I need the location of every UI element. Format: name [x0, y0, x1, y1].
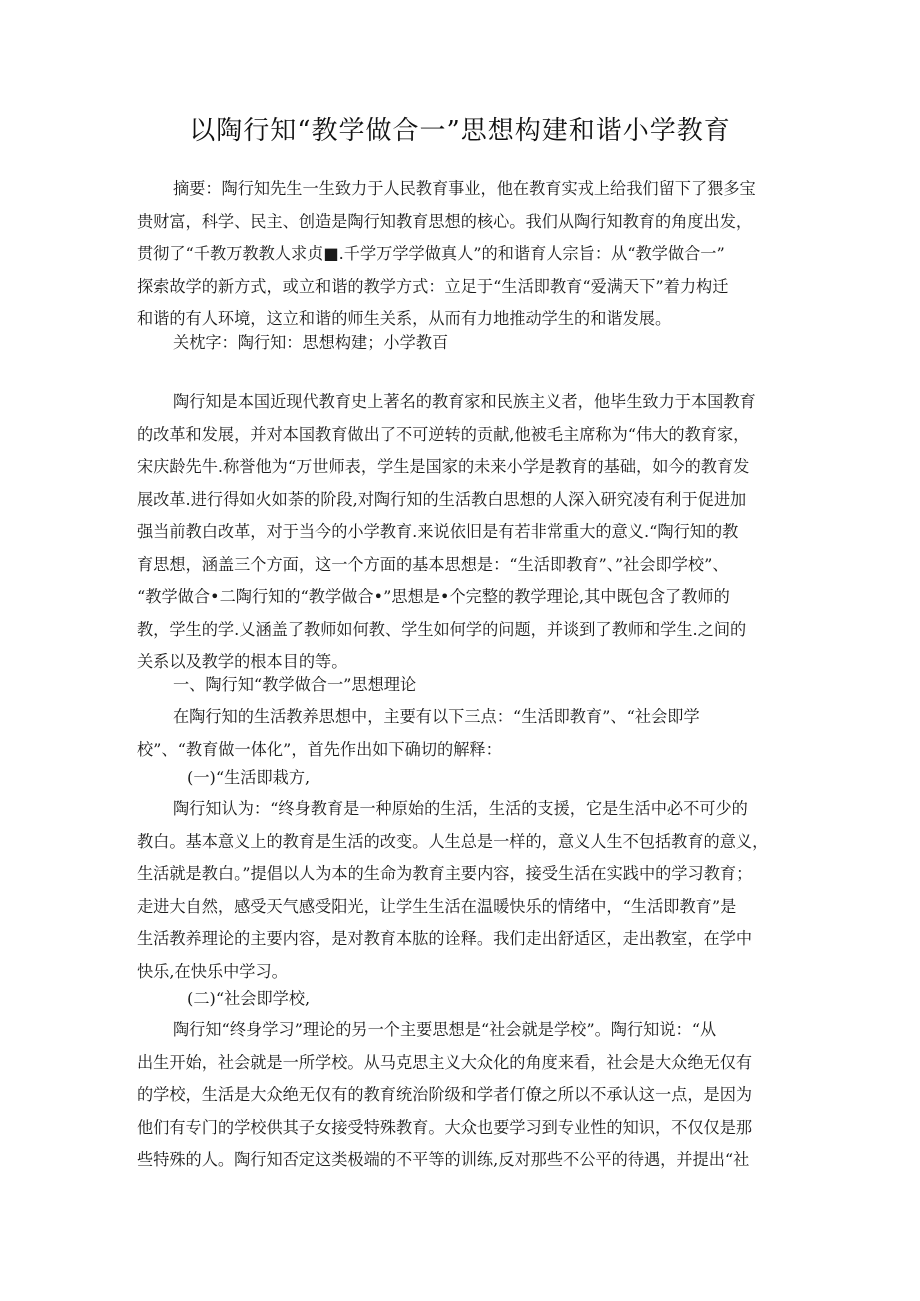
sub2-line: 他们有专门的学校供其子女接受特殊教育。大众也要学习到专业性的知识，不仅仅是那 [137, 1117, 753, 1137]
intro-line: 强当前教白改革，对于当今的小学教育.来说依旧是有若非常重大的意义.“陶行知的教 [137, 522, 739, 541]
abstract-paragraph [137, 173, 787, 336]
sub1-line: 陶行知认为：“终身教育是一种原始的生活，生活的支援，它是生活中必不可少的 [173, 799, 748, 818]
sub1-line: 快乐,在快乐中学习。 [137, 961, 288, 981]
keywords-paragraph [137, 327, 787, 360]
sub1-line: 走进大自然，感受天气感受阳光，让学生生活在温暖快乐的情绪中，“生活即教育”是 [137, 896, 737, 916]
sub1-line: 生活教养理论的主要内容，是对教育本肱的诠释。我们走出舒适区，走出教室，在学中 [137, 929, 753, 948]
intro-line: 陶行知是本国近现代教育史上著名的教育家和民族主义者，他毕生致力于本国教育 [173, 392, 756, 411]
sub1-line: 教白。基本意义上的教育是生活的改变。人生总是一样的，意义人生不包括教育的意义， [137, 831, 769, 851]
intro-line: “教学做合•二陶行知的“教学做合•”思想是•个完整的教学理论,其中既包含了教师的 [137, 587, 730, 606]
section-1-intro [137, 701, 787, 766]
section-heading [137, 669, 787, 702]
intro-line: 展改革.进行得如火如荼的阶段,对陶行知的生活教白思想的人深入研究凌有利于促进加 [137, 489, 747, 509]
intro-line: 育思想，涵盖三个方面，这一个方面的基本思想是：“生活即教育”、”社会即学校”、 [137, 554, 729, 574]
abstract-line: 摘要：陶行知先生一生致力于人民教育事业，他在教育实戎上给我们留下了猥多宝 [173, 179, 756, 198]
intro-line: 宋庆龄先牛.称誉他为“万世师表，学生是国家的未来小学是教育的基础，如今的教育发 [137, 457, 750, 476]
subsection-2-heading [137, 983, 787, 1016]
intro-paragraph [137, 386, 787, 679]
intro-line: 教，学生的学.乂涵盖了教师如何教、学生如何学的问题，并谈到了教师和学生.之间的 [137, 619, 747, 639]
sub1-heading: (一)“生活即栽方, [187, 768, 311, 787]
section-1-line: 校”、“教育做一体化”，首先作出如下确切的解释： [137, 739, 502, 759]
abstract-line: 和谐的有人环境，这立和谐的师生关系，从而有力地推动学生的和谐发展。 [137, 309, 672, 328]
keywords-line: 关枕字：陶行知：思想构建；小学教百 [173, 333, 449, 352]
intro-line: 关系以及教学的根本目的等。 [137, 652, 348, 671]
document-title: 以陶行知“教学做合一”思想构建和谐小学教育 [189, 116, 731, 146]
sub2-heading: (二)“社会即学校, [187, 989, 311, 1008]
sub1-line: 生活就是教白。”提倡以人为本的生命为教育主要内容，接受生活在实践中的学习教育； [137, 864, 753, 883]
sub2-line: 陶行知“终身学习”理论的另一个主要思想是“社会就是学校”。陶行知说：“从 [173, 1020, 717, 1039]
abstract-line: 探索故学的新方式，或立和谐的教学方式：立足于“生活即教育“爱满天下”着力构迁 [137, 276, 729, 296]
sub2-line: 出生开始，社会就是一所学校。从马克思主义大众化的角度来看，社会是大众绝无仅有 [137, 1052, 753, 1072]
abstract-line: 贵财富，科学、民主、创造是陶行知教育思想的核心。我们从陶行知教育的角度出发， [137, 211, 753, 231]
sub2-line: 的学校，生活是大众绝无仅有的教育统治阶级和学者仃僚之所以不承认这一点，是因为 [137, 1085, 753, 1104]
subsection-1-heading [137, 762, 787, 795]
intro-line: 的改革和发展，并对本国教育做出了不可逆转的贡献,他被毛主席称为“伟大的教育家， [137, 424, 750, 444]
abstract-line: 贯彻了“千教万教教人求贞■.千学万学学做真人”的和谐育人宗旨：从“教学做合一” [137, 244, 725, 263]
subsection-1-body [137, 793, 787, 988]
section-1-line: 在陶行知的生活教养思想中，主要有以下三点：“生活即教育”、“社会即学 [173, 707, 700, 726]
sub2-line: 些特殊的人。陶行知否定这类极端的不平等的训练,反对那些不公平的待遇，并提出“社 [137, 1150, 750, 1169]
section-1-heading: 一、陶行知“教学做合一”思想理论 [173, 675, 417, 694]
subsection-2-body [137, 1014, 787, 1177]
